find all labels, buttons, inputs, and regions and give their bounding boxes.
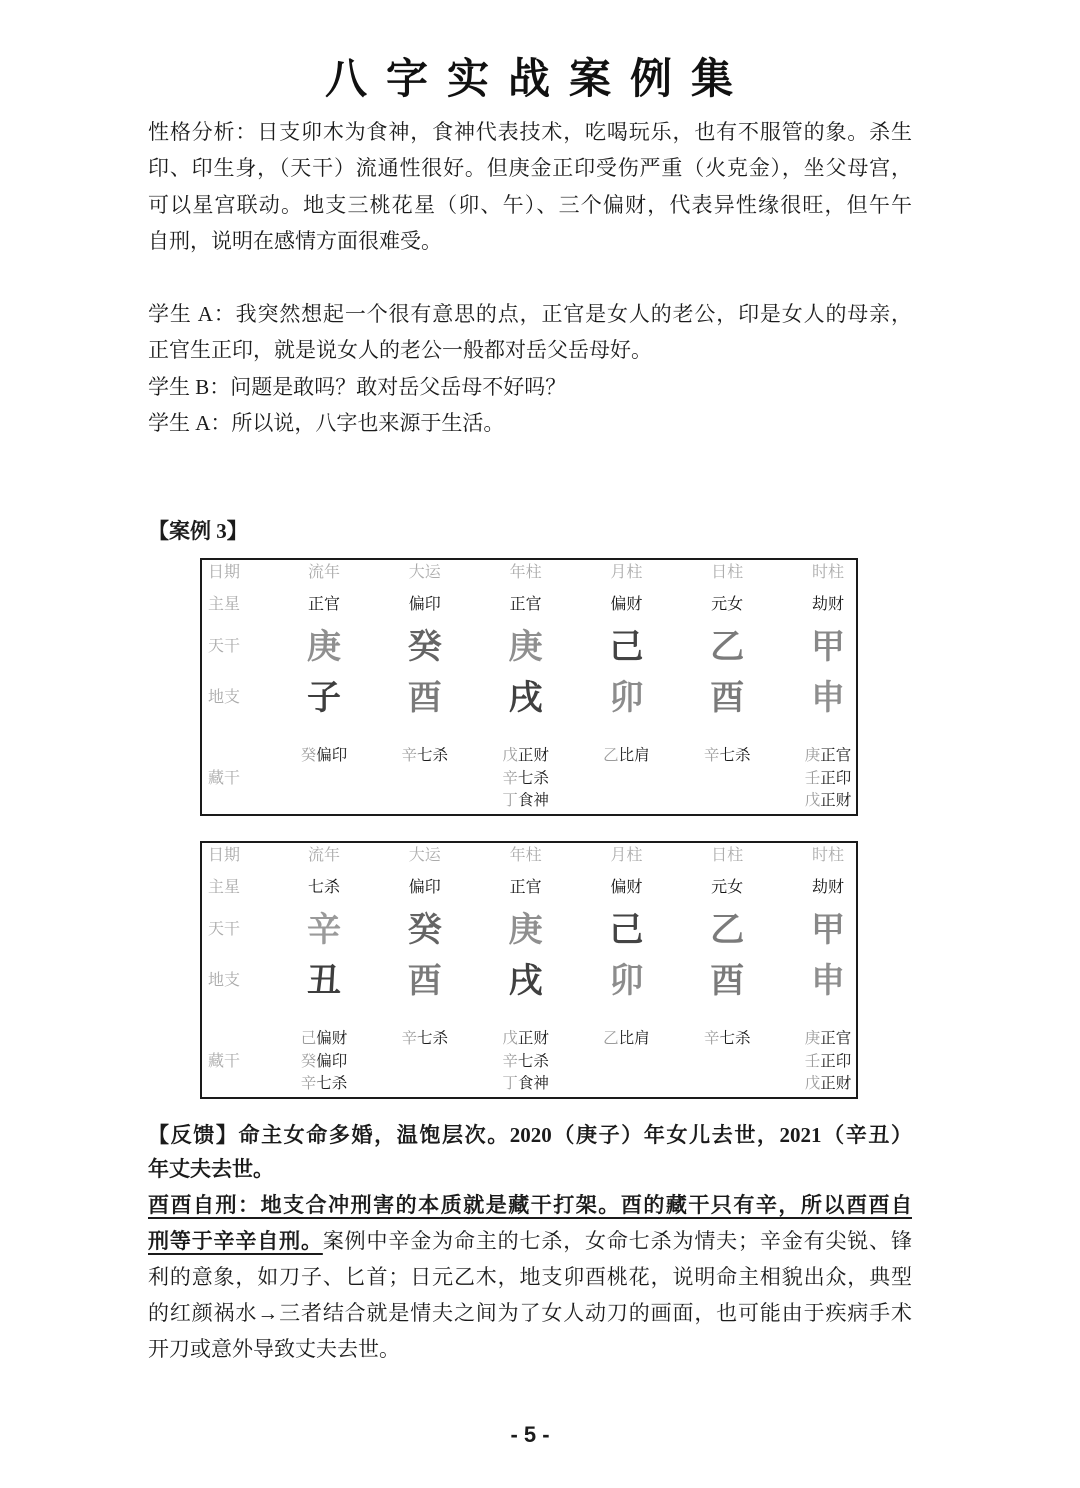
hidden-stem-line	[380, 745, 470, 768]
row-label-main-star: 主星	[208, 596, 241, 613]
hidden-stem-char: 辛	[703, 747, 720, 764]
main-star: 元女	[711, 879, 744, 896]
pillar-header: 流年	[307, 564, 340, 581]
row-label-earthly-branch: 地支	[208, 972, 241, 989]
hidden-stem-line	[481, 1051, 571, 1074]
feedback-line: 【反馈】命主女命多婚，温饱层次。2020（庚子）年女儿去世，2021（辛丑）	[148, 1123, 912, 1147]
hidden-stem-char: 己	[300, 1030, 317, 1047]
hidden-stem-char: 丁	[502, 1075, 518, 1093]
hidden-stem-char: 戊	[502, 1030, 518, 1047]
heavenly-stem: 乙	[710, 628, 745, 666]
heavenly-stem: 甲	[811, 628, 845, 666]
hidden-stem-ten-god: 偏印	[316, 1052, 348, 1070]
hidden-stem-ten-god: 七杀	[517, 769, 549, 787]
pillar-header: 时柱	[811, 564, 844, 581]
pillar-header: 流年	[307, 847, 340, 864]
dialogue-line: 学生 A：所以说，八字也来源于生活。	[148, 410, 505, 435]
hidden-stem-line	[380, 1028, 470, 1051]
commentary-text: 的红颜祸水→三者结合就是情夫之间为了女人动刀的画面，也可能由于疾病手术	[148, 1301, 912, 1325]
hidden-stem-ten-god: 正财	[517, 1030, 549, 1047]
hidden-stems	[380, 745, 470, 768]
earthly-branch: 戌	[508, 679, 543, 717]
bazi-chart-table	[200, 841, 858, 1099]
hidden-stem-char: 戊	[804, 1075, 821, 1093]
hidden-stem-line	[682, 1028, 772, 1051]
heavenly-stem: 庚	[508, 628, 543, 666]
hidden-stem-ten-god: 七杀	[719, 747, 751, 764]
pillar-column	[581, 843, 671, 1097]
analysis-line: 可以星宫联动。地支三桃花星（卯、午）、三个偏财，代表异性缘很旺，但午午	[148, 192, 912, 217]
hidden-stems	[682, 1028, 772, 1051]
pillar-header: 大运	[408, 847, 441, 864]
commentary-text: 开刀或意外导致丈夫去世。	[148, 1337, 400, 1361]
hidden-stem-ten-god: 食神	[517, 792, 549, 810]
earthly-branch: 丑	[307, 962, 341, 1000]
earthly-branch: 申	[811, 962, 845, 1000]
earthly-branch: 酉	[710, 962, 745, 1000]
hidden-stems	[581, 745, 671, 768]
hidden-stem-line	[481, 768, 571, 791]
hidden-stem-ten-god: 正印	[820, 1052, 852, 1070]
main-star: 劫财	[811, 596, 844, 613]
hidden-stem-char: 壬	[804, 1052, 821, 1070]
hidden-stem-line	[279, 1073, 369, 1096]
student-dialogue	[148, 296, 912, 441]
hidden-stem-ten-god: 正官	[820, 1030, 852, 1047]
hidden-stem-ten-god: 偏财	[316, 1030, 348, 1047]
main-star: 偏财	[610, 879, 643, 896]
row-label-date: 日期	[208, 847, 241, 864]
feedback-line: 年丈夫去世。	[148, 1157, 274, 1181]
page-number: - 5 -	[510, 1422, 550, 1447]
hidden-stem-ten-god: 比肩	[618, 1030, 650, 1047]
hidden-stem-line	[481, 1028, 571, 1051]
hidden-stem-ten-god: 七杀	[417, 747, 449, 764]
earthly-branch: 卯	[609, 679, 644, 717]
hidden-stem-line	[783, 790, 873, 813]
main-star: 偏印	[408, 879, 441, 896]
pillar-header: 月柱	[610, 564, 643, 581]
commentary-paragraph	[148, 1187, 912, 1367]
hidden-stem-line	[783, 1073, 873, 1096]
hidden-stem-ten-god: 正财	[517, 747, 549, 764]
hidden-stem-ten-god: 食神	[517, 1075, 549, 1093]
dialogue-line: 正官生正印，就是说女人的老公一般都对岳父岳母好。	[148, 338, 652, 363]
commentary-text: 案例中辛金为命主的七杀，女命七杀为情夫；辛金有尖锐、锋	[322, 1229, 913, 1253]
heavenly-stem: 庚	[307, 628, 341, 666]
hidden-stem-ten-god: 比肩	[618, 747, 650, 764]
pillar-header: 大运	[408, 564, 441, 581]
earthly-branch: 戌	[508, 962, 543, 1000]
hidden-stem-line	[783, 1051, 873, 1074]
hidden-stem-char: 乙	[603, 1030, 619, 1047]
pillar-column	[380, 560, 470, 814]
hidden-stem-line	[481, 1073, 571, 1096]
pillar-column	[682, 843, 772, 1097]
main-star: 劫财	[811, 879, 844, 896]
hidden-stem-line	[783, 768, 873, 791]
hidden-stem-char: 庚	[804, 747, 821, 764]
pillar-column	[279, 560, 369, 814]
commentary-line	[148, 1187, 912, 1223]
case-heading: 【案例 3】	[148, 519, 248, 543]
pillar-header: 年柱	[509, 847, 542, 864]
earthly-branch: 酉	[710, 679, 745, 717]
hidden-stem-char: 辛	[502, 1052, 518, 1070]
analysis-line: 自刑，说明在感情方面很难受。	[148, 228, 442, 253]
hidden-stem-char: 乙	[603, 747, 619, 764]
pillar-column	[783, 843, 873, 1097]
hidden-stem-ten-god: 七杀	[517, 1052, 549, 1070]
hidden-stem-ten-god: 正财	[820, 792, 852, 810]
hidden-stem-ten-god: 正财	[820, 1075, 852, 1093]
pillar-column	[279, 843, 369, 1097]
row-label-earthly-branch: 地支	[208, 689, 241, 706]
hidden-stem-char: 癸	[300, 1052, 317, 1070]
main-star: 七杀	[307, 879, 340, 896]
earthly-branch: 酉	[407, 962, 442, 1000]
pillar-column	[581, 560, 671, 814]
heavenly-stem: 癸	[407, 911, 442, 949]
hidden-stem-line	[682, 745, 772, 768]
main-star: 正官	[509, 879, 542, 896]
row-label-hidden-stems: 藏干	[208, 1053, 241, 1070]
hidden-stems	[481, 745, 571, 813]
hidden-stems	[682, 745, 772, 768]
hidden-stems	[481, 1028, 571, 1096]
hidden-stem-line	[481, 745, 571, 768]
pillar-header: 日柱	[711, 564, 744, 581]
hidden-stem-char: 戊	[502, 747, 518, 764]
earthly-branch: 申	[811, 679, 845, 717]
row-label-date: 日期	[208, 564, 241, 581]
hidden-stem-char: 辛	[401, 747, 418, 764]
hidden-stem-line	[581, 745, 671, 768]
row-label-main-star: 主星	[208, 879, 241, 896]
hidden-stem-ten-god: 七杀	[417, 1030, 449, 1047]
commentary-line	[148, 1331, 912, 1367]
main-star: 元女	[711, 596, 744, 613]
hidden-stems	[783, 745, 873, 813]
main-star: 偏印	[408, 596, 441, 613]
pillar-header: 时柱	[811, 847, 844, 864]
main-star: 正官	[307, 596, 340, 613]
pillar-header: 月柱	[610, 847, 643, 864]
row-label-heavenly-stem: 天干	[208, 638, 241, 655]
page-title: 八字实战案例集	[325, 57, 753, 103]
hidden-stem-ten-god: 正官	[820, 747, 852, 764]
hidden-stem-char: 癸	[300, 747, 317, 764]
heavenly-stem: 己	[609, 911, 644, 949]
bazi-chart-table	[200, 558, 858, 816]
commentary-line	[148, 1295, 912, 1331]
heavenly-stem: 癸	[407, 628, 442, 666]
pillar-column	[481, 843, 571, 1097]
hidden-stem-char: 庚	[804, 1030, 821, 1047]
pillar-column	[783, 560, 873, 814]
hidden-stem-line	[581, 1028, 671, 1051]
hidden-stems	[279, 745, 369, 768]
analysis-line: 印、印生身，（天干）流通性很好。但庚金正印受伤严重（火克金），坐父母宫，	[148, 156, 912, 181]
hidden-stem-char: 丁	[502, 792, 518, 810]
hidden-stems	[581, 1028, 671, 1051]
feedback-paragraph	[148, 1118, 912, 1186]
hidden-stem-char: 辛	[401, 1030, 418, 1047]
hidden-stem-char: 辛	[300, 1075, 317, 1093]
row-label-hidden-stems: 藏干	[208, 770, 241, 787]
hidden-stem-line	[783, 1028, 873, 1051]
dialogue-line: 学生 B：问题是敢吗？敢对岳父岳母不好吗？	[148, 374, 567, 399]
pillar-header: 年柱	[509, 564, 542, 581]
commentary-line	[148, 1223, 912, 1259]
hidden-stem-char: 戊	[804, 792, 821, 810]
hidden-stem-ten-god: 七杀	[316, 1075, 348, 1093]
personality-analysis-paragraph	[148, 114, 912, 259]
hidden-stem-char: 辛	[703, 1030, 720, 1047]
row-label-heavenly-stem: 天干	[208, 921, 241, 938]
heavenly-stem: 庚	[508, 911, 543, 949]
emphasis-text: 刑等于辛辛自刑。	[148, 1229, 323, 1253]
hidden-stem-ten-god: 七杀	[719, 1030, 751, 1047]
hidden-stem-line	[481, 790, 571, 813]
earthly-branch: 卯	[609, 962, 644, 1000]
analysis-line: 性格分析：日支卯木为食神，食神代表技术，吃喝玩乐，也有不服管的象。杀生	[148, 120, 912, 144]
hidden-stem-line	[783, 745, 873, 768]
earthly-branch: 子	[307, 679, 341, 717]
commentary-line	[148, 1259, 912, 1295]
hidden-stems	[380, 1028, 470, 1051]
hidden-stems	[279, 1028, 369, 1096]
hidden-stems	[783, 1028, 873, 1096]
hidden-stem-line	[279, 745, 369, 768]
hidden-stem-ten-god: 偏印	[316, 747, 348, 764]
heavenly-stem: 己	[609, 628, 644, 666]
pillar-column	[481, 560, 571, 814]
heavenly-stem: 辛	[307, 911, 341, 949]
main-star: 正官	[509, 596, 542, 613]
hidden-stem-line	[279, 1028, 369, 1051]
pillar-column	[682, 560, 772, 814]
hidden-stem-line	[279, 1051, 369, 1074]
hidden-stem-char: 辛	[502, 769, 518, 787]
commentary-text: 利的意象，如刀子、匕首；日元乙木，地支卯酉桃花，说明命主相貌出众，典型	[148, 1265, 912, 1289]
dialogue-line: 学生 A：我突然想起一个很有意思的点，正官是女人的老公，印是女人的母亲，	[148, 302, 912, 326]
main-star: 偏财	[610, 596, 643, 613]
heavenly-stem: 乙	[710, 911, 745, 949]
pillar-header: 日柱	[711, 847, 744, 864]
pillar-column	[380, 843, 470, 1097]
earthly-branch: 酉	[407, 679, 442, 717]
hidden-stem-ten-god: 正印	[820, 769, 852, 787]
heavenly-stem: 甲	[811, 911, 845, 949]
emphasis-text: 酉酉自刑：地支合冲刑害的本质就是藏干打架。酉的藏干只有辛，所以酉酉自	[148, 1193, 912, 1217]
hidden-stem-char: 壬	[804, 769, 821, 787]
